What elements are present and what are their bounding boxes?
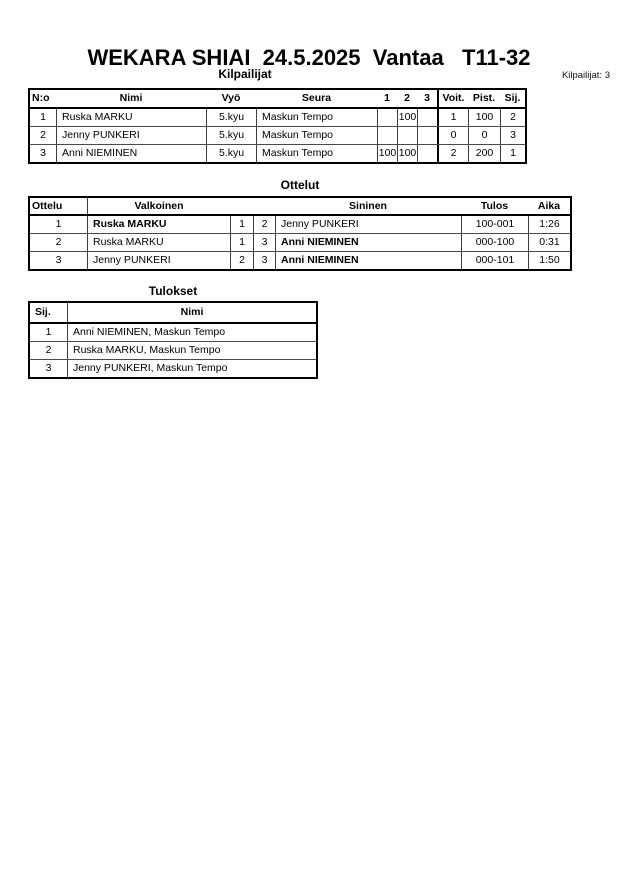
cell-aika: 0:31 [528,234,570,251]
col-header-nimi: Nimi [67,303,316,322]
cell-score-1 [377,109,397,126]
cell-sij: 2 [500,109,525,126]
cell-voit: 1 [437,109,468,126]
cell-aika: 1:50 [528,252,570,269]
ottelut-table [28,196,572,271]
table-row [30,251,570,269]
table-row [30,233,570,251]
cell-nimi: Anni NIEMINEN [56,145,206,162]
col-header-aika: Aika [537,199,561,212]
col-header-sij: Sij. [35,306,51,319]
col-header-tulos: Tulos [480,199,509,212]
cell-tulos: 000-100 [461,234,528,251]
col-header-seura: Seura [301,92,332,105]
col-header-sij: Sij. [504,92,521,105]
tulokset-section-title: Tulokset [148,284,198,298]
kilpailijat-header-row [30,90,525,109]
cell-tulos: 000-101 [461,252,528,269]
cell-vyo: 5.kyu [206,145,256,162]
competitors-count: Kilpailijat: 3 [561,70,610,81]
cell-nimi: Ruska MARKU, Maskun Tempo [67,342,316,359]
col-header-sininen: Sininen [349,199,387,212]
table-row [30,216,570,233]
table-row [30,144,525,162]
cell-sininen: Jenny PUNKERI [275,216,461,233]
cell-pist: 200 [468,145,500,162]
kilpailijat-table [28,88,527,164]
cell-white-no: 2 [230,252,253,269]
cell-aika: 1:26 [528,216,570,233]
col-header-bno [253,198,275,214]
cell-score-1 [377,127,397,144]
cell-valkoinen: Ruska MARKU [87,216,230,233]
cell-no: 3 [40,147,46,160]
cell-nimi: Jenny PUNKERI, Maskun Tempo [67,360,316,377]
col-header-nimi: Nimi [119,92,143,105]
cell-valkoinen: Ruska MARKU [87,234,230,251]
cell-nimi: Ruska MARKU [56,109,206,126]
cell-no: 2 [40,129,46,142]
cell-match-no: 3 [55,254,62,267]
tulokset-header-row [30,303,316,324]
cell-pist: 0 [468,127,500,144]
table-row [30,341,316,359]
cell-white-no: 1 [230,234,253,251]
table-row [30,109,525,126]
table-row [30,359,316,377]
cell-pist: 100 [468,109,500,126]
cell-no: 1 [40,111,46,124]
cell-score-1: 100 [377,145,397,162]
tulokset-table [28,301,318,379]
cell-score-2: 100 [397,145,417,162]
table-row [30,126,525,144]
cell-tulos: 100-001 [461,216,528,233]
cell-match-no: 2 [55,236,62,249]
cell-vyo: 5.kyu [206,109,256,126]
cell-score-3 [417,109,437,126]
cell-valkoinen: Jenny PUNKERI [87,252,230,269]
cell-sij: 1 [500,145,525,162]
col-header-vyo: Vyö [221,92,241,105]
cell-sininen: Anni NIEMINEN [275,252,461,269]
col-header-1: 1 [384,92,390,105]
cell-seura: Maskun Tempo [256,145,377,162]
col-header-3: 3 [424,92,430,105]
cell-vyo: 5.kyu [206,127,256,144]
cell-sij: 2 [45,344,52,357]
page-title: WEKARA SHIAI 24.5.2025 Vantaa T11-32 [87,45,531,70]
col-header-2: 2 [404,92,410,105]
col-header-wno [230,198,253,214]
cell-sij: 1 [45,326,52,339]
cell-blue-no: 3 [253,234,275,251]
cell-seura: Maskun Tempo [256,109,377,126]
cell-seura: Maskun Tempo [256,127,377,144]
cell-blue-no: 2 [253,216,275,233]
cell-sij: 3 [500,127,525,144]
cell-sininen: Anni NIEMINEN [275,234,461,251]
cell-nimi: Jenny PUNKERI [56,127,206,144]
table-row [30,324,316,341]
cell-score-3 [417,127,437,144]
col-header-voit: Voit. [437,90,468,107]
cell-nimi: Anni NIEMINEN, Maskun Tempo [67,324,316,341]
col-header-no: N:o [32,92,50,105]
kilpailijat-section-title: Kilpailijat [218,67,272,81]
cell-blue-no: 3 [253,252,275,269]
cell-voit: 0 [437,127,468,144]
cell-voit: 2 [437,145,468,162]
col-header-valkoinen: Valkoinen [87,198,230,214]
col-header-pist: Pist. [472,92,496,105]
cell-sij: 3 [45,362,52,375]
cell-score-2: 100 [397,109,417,126]
ottelut-section-title: Ottelut [280,178,320,192]
cell-score-2 [397,127,417,144]
cell-white-no: 1 [230,216,253,233]
col-header-ottelu: Ottelu [32,199,63,212]
ottelut-header-row [30,198,570,216]
cell-match-no: 1 [55,218,62,231]
cell-score-3 [417,145,437,162]
